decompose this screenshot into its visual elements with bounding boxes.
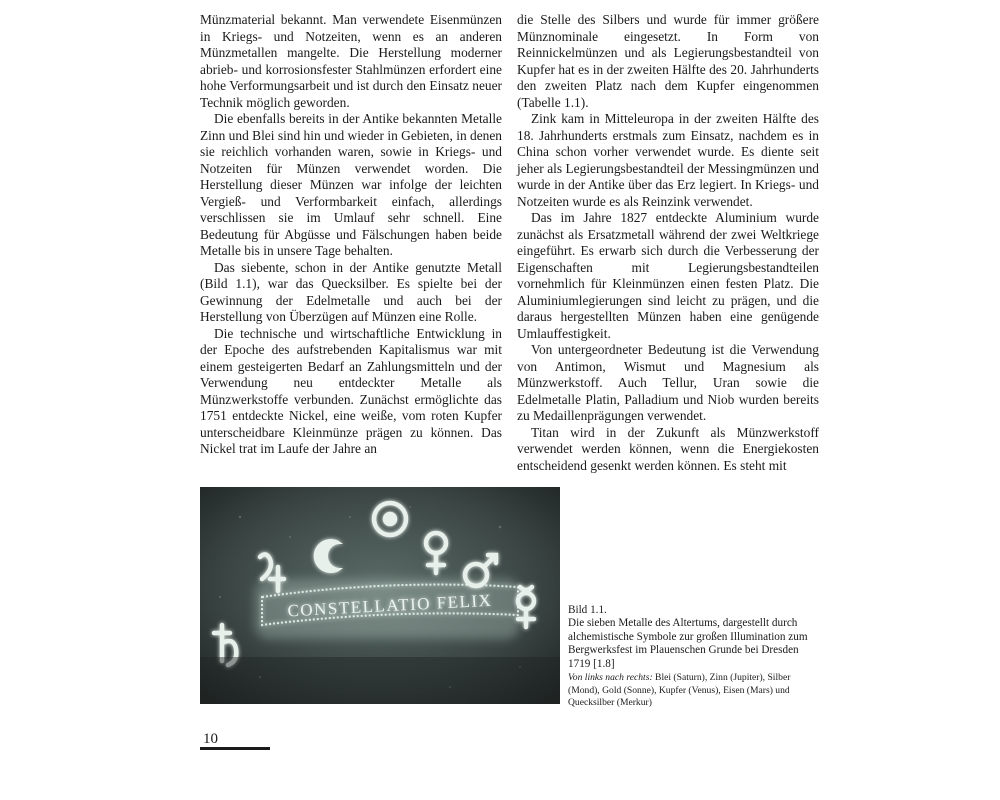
paragraph: Titan wird in der Zukunft als Münzwerkstoff verwendet werden können, wenn die Energiekosten entscheidend gesenkt werden können. Es steht mit [517, 424, 819, 473]
alchemical-symbols-illustration [200, 487, 560, 704]
figure-illumination-photo [200, 487, 560, 704]
page-number-rule [200, 747, 270, 750]
caption-subtext [568, 672, 808, 710]
paragraph: Die technische und wirtschaftliche Entwicklung in der Epoche des aufstrebenden Kapitalismus war mit einem gesteigerten Bedarf an Zahlungsmitteln und der Verwendung neu entdeckter Metalle als Münzwerkstoffe verbunden. Zunächst ermöglichte das 1751 entdeckte Nickel, eine weiße, vom roten Kupfer unterscheidbare Kleinmünze prägen zu können. Das Nickel trat im Laufe der Jahre an [200, 325, 502, 456]
paragraph: Das siebente, schon in der Antike genutzte Metall (Bild 1.1), war das Quecksilber. Es spielte bei der Gewinnung der Edelmetalle und auch bei der Herstellung von Überzügen auf Münzen eine Rolle. [200, 259, 502, 324]
text-column-left [200, 12, 502, 458]
caption-sub-body: Blei (Saturn), Zinn (Jupiter), Silber (Mond), Gold (Sonne), Kupfer (Venus), Eisen (Mars) und Quecksilber (Merkur) [568, 672, 791, 709]
page-number: 10 [203, 731, 218, 747]
caption-label: Bild 1.1. [568, 604, 607, 616]
paragraph: Münzmaterial bekannt. Man verwendete Eisenmünzen in Kriegs- und Notzeiten, wenn es an anderen Münzmetallen mangelte. Die Herstellung moderner abrieb- und korrosionsfester Stahlmünzen erfordert eine hohe Verformungsarbeit und ist durch den Einsatz neuer Technik möglich geworden. [200, 12, 502, 110]
paragraph: Die ebenfalls bereits in der Antike bekannten Metalle Zinn und Blei sind hin und wieder in Gebieten, in denen sie reichlich vorhanden waren, sowie in Kriegs- und Notzeiten für Münzen verwendet worden. Die Herstellung dieser Münzen war infolge der leichten Vergieß- und Verformbarkeit einfach, allerdings verschlissen sie im Umlauf sehr schnell. Eine Bedeutung für Abgüsse und Fälschungen haben beide Metalle bis in unsere Tage behalten. [200, 111, 502, 258]
paragraph: Zink kam in Mitteleuropa in der zweiten Hälfte des 18. Jahrhunderts erstmals zum Einsatz, nachdem es in China schon vorher verwendet wurde. Es diente seit jeher als Legierungsbestandteil der Messingmünzen und wurde in der Antike über das Erz legiert. In Kriegs- und Notzeiten wurde es als Reinzink verwendet. [517, 111, 819, 209]
text-column-right [517, 12, 819, 474]
banner-text: CONSTELLATIO FELIX [287, 590, 493, 621]
mercury-icon [518, 587, 534, 627]
paragraph: die Stelle des Silbers und wurde für immer größere Münznominale eingesetzt. In Form von Reinnickelmünzen und als Legierungsbestandteil von Kupfer hat es in der zweiten Hälfte des 20. Jahrhunderts den zweiten Platz nach dem Kupfer eingenommen (Tabelle 1.1). [517, 12, 819, 110]
caption-text: Die sieben Metalle des Altertums, dargestellt durch alchemistische Symbole zur großen Illumination zum Bergwerksfest im Plauenschen Grunde bei Dresden 1719 [1.8] [568, 617, 808, 670]
paragraph: Das im Jahre 1827 entdeckte Aluminium wurde zunächst als Ersatzmetall während der zwei Weltkriege eingeführt. Es erwarb sich durch die Verbesserung der Eigenschaften mit Legierungsbestandteilen vornehmlich für Kleinmünzen einen festen Platz. Die Aluminiumlegierungen sind leicht zu prägen, und die daraus hergestellten Münzen haben eine genügende Umlauffestigkeit. [517, 210, 819, 341]
paragraph: Von untergeordneter Bedeutung ist die Verwendung von Antimon, Wismut und Magnesium als Münzwerkstoff. Auch Tellur, Uran sowie die Edelmetalle Platin, Palladium und Niob wurden bereits zu Medaillenprägungen verwendet. [517, 342, 819, 423]
caption-sub-prefix: Von links nach rechts: [568, 672, 653, 684]
figure-caption [568, 604, 808, 710]
